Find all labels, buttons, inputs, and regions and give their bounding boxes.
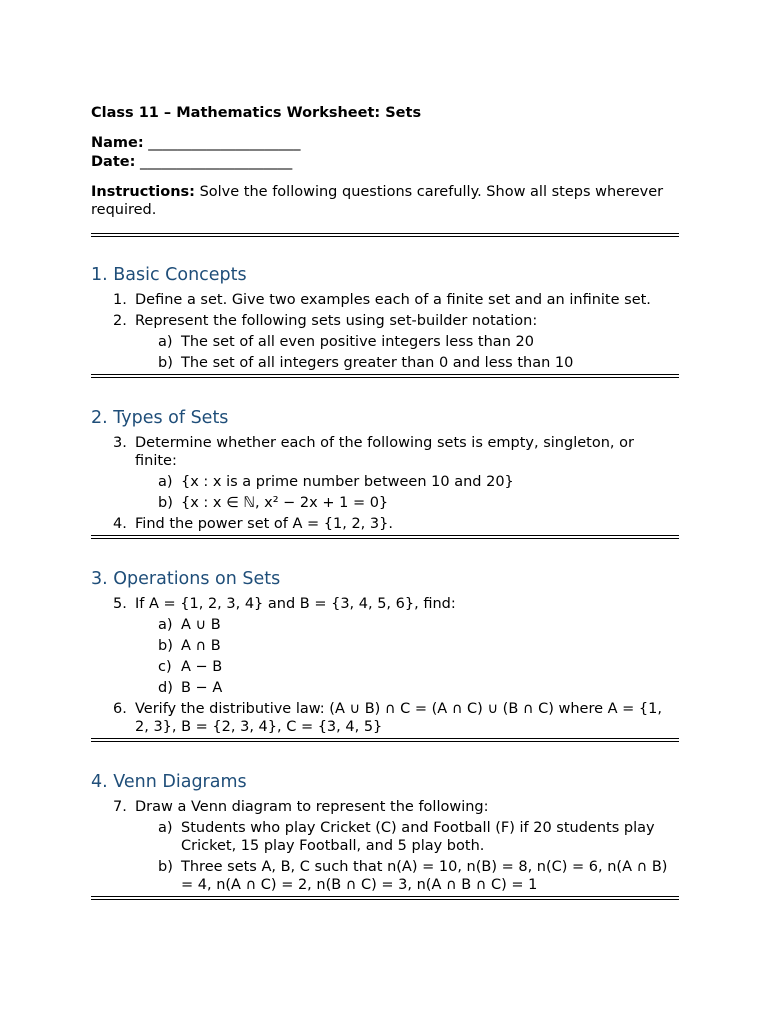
sub-question-list <box>91 819 679 894</box>
sub-question-letter: d) <box>158 680 173 696</box>
section-heading: 2. Types of Sets <box>91 408 229 428</box>
divider-rule <box>91 896 679 900</box>
sub-question-text: A ∪ B <box>181 617 221 633</box>
sub-question-item <box>91 858 679 894</box>
question-number: 1. <box>113 292 127 308</box>
divider-rule <box>91 374 679 378</box>
section-heading: 3. Operations on Sets <box>91 569 281 589</box>
sub-question-item <box>91 473 679 491</box>
sub-question-item <box>91 658 679 676</box>
sub-question-letter: a) <box>158 617 173 633</box>
divider-rule <box>91 738 679 742</box>
sub-question-text: A ∩ B <box>181 638 221 654</box>
sub-question-text: {x : x is a prime number between 10 and 20} <box>181 474 514 490</box>
sub-question-text: The set of all integers greater than 0 and less than 10 <box>181 355 574 371</box>
sub-question-text: The set of all even positive integers less than 20 <box>181 334 534 350</box>
sub-question-item <box>91 494 679 512</box>
question-text: Represent the following sets using set-builder notation: <box>135 313 538 329</box>
sub-question-list <box>91 473 679 512</box>
section-types-of-sets <box>91 407 679 533</box>
question-list <box>91 291 679 330</box>
sub-question-letter: b) <box>158 638 173 654</box>
question-number: 3. <box>113 435 127 451</box>
sub-question-letter: b) <box>158 495 173 511</box>
sub-question-letter: a) <box>158 334 173 350</box>
sub-question-letter: a) <box>158 820 173 836</box>
question-number: 5. <box>113 596 127 612</box>
question-text: Verify the distributive law: (A ∪ B) ∩ C = (A ∩ C) ∪ (B ∩ C) where A = {1, 2, 3}, B = {2, 3, 4}, C = {3, 4, 5} <box>135 701 662 735</box>
name-blank: _____________________ <box>143 135 301 151</box>
sub-question-item <box>91 819 679 855</box>
date-label: Date: <box>91 154 136 170</box>
sub-question-item <box>91 679 679 697</box>
worksheet-title: Class 11 – Mathematics Worksheet: Sets <box>91 105 422 121</box>
question-item <box>91 595 679 613</box>
question-list <box>91 700 679 736</box>
question-item <box>91 515 679 533</box>
name-field-row <box>91 134 679 153</box>
date-field-row <box>91 153 679 172</box>
question-number: 7. <box>113 799 127 815</box>
sub-question-list <box>91 333 679 372</box>
sub-question-item <box>91 637 679 655</box>
sub-question-text: Three sets A, B, C such that n(A) = 10, n(B) = 8, n(C) = 6, n(A ∩ B) = 4, n(A ∩ C) = 2, n(B ∩ C) = 3, n(A ∩ B ∩ C) = 1 <box>181 859 668 893</box>
date-blank: _____________________ <box>135 154 293 170</box>
question-number: 6. <box>113 701 127 717</box>
instructions-text: Solve the following questions carefully. Show all steps wherever required. <box>91 184 664 218</box>
sub-question-item <box>91 354 679 372</box>
question-item <box>91 312 679 330</box>
instructions-lead: Instructions: <box>91 184 195 200</box>
question-list <box>91 595 679 613</box>
question-number: 2. <box>113 313 127 329</box>
question-text: Find the power set of A = {1, 2, 3}. <box>135 516 393 532</box>
question-item <box>91 700 679 736</box>
sub-question-text: {x : x ∈ ℕ, x² − 2x + 1 = 0} <box>181 495 389 511</box>
sub-question-text: B − A <box>181 680 223 696</box>
divider-rule <box>91 535 679 539</box>
question-list <box>91 798 679 816</box>
sub-question-letter: a) <box>158 474 173 490</box>
section-operations-on-sets <box>91 568 679 736</box>
section-heading: 4. Venn Diagrams <box>91 772 247 792</box>
question-item <box>91 434 679 470</box>
instructions <box>91 183 679 219</box>
question-text: Draw a Venn diagram to represent the following: <box>135 799 489 815</box>
sub-question-text: Students who play Cricket (C) and Football (F) if 20 students play Cricket, 15 play Football, and 5 play both. <box>181 820 655 854</box>
sub-question-letter: c) <box>158 659 172 675</box>
section-basic-concepts <box>91 264 679 372</box>
sub-question-item <box>91 333 679 351</box>
name-label: Name: <box>91 135 144 151</box>
sub-question-text: A − B <box>181 659 223 675</box>
section-venn-diagrams <box>91 771 679 894</box>
question-number: 4. <box>113 516 127 532</box>
question-text: Determine whether each of the following sets is empty, singleton, or finite: <box>135 435 634 469</box>
sub-question-letter: b) <box>158 355 173 371</box>
question-list <box>91 515 679 533</box>
sub-question-letter: b) <box>158 859 173 875</box>
question-item <box>91 798 679 816</box>
question-item <box>91 291 679 309</box>
sub-question-item <box>91 616 679 634</box>
section-heading: 1. Basic Concepts <box>91 265 247 285</box>
worksheet-page <box>91 104 679 900</box>
sub-question-list <box>91 616 679 697</box>
divider-rule <box>91 233 679 237</box>
question-list <box>91 434 679 470</box>
question-text: Define a set. Give two examples each of a finite set and an infinite set. <box>135 292 651 308</box>
question-text: If A = {1, 2, 3, 4} and B = {3, 4, 5, 6}, find: <box>135 596 456 612</box>
